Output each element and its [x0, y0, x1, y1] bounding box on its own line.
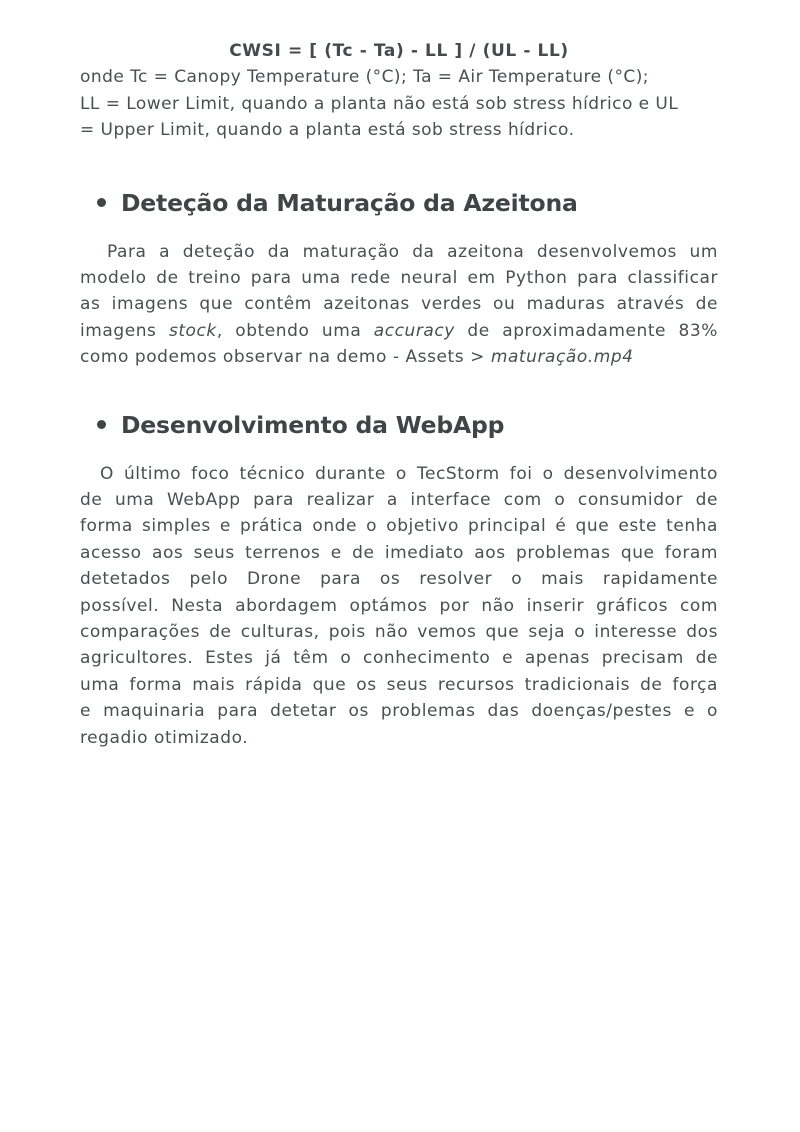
- section-title-text: Desenvolvimento da WebApp: [121, 410, 505, 439]
- paragraph-maturacao: [80, 239, 718, 371]
- formula-definitions: [80, 64, 718, 144]
- paragraph-line: [80, 239, 718, 265]
- text-run: como podemos observar na demo - Assets >: [80, 347, 491, 368]
- section-title-maturacao: [80, 189, 718, 217]
- paragraph-line: [80, 344, 718, 370]
- text-run: de aproximadamente 83%: [454, 320, 718, 341]
- paragraph-line: possível. Nesta abordagem optámos por não inserir gráficos com: [80, 595, 718, 616]
- section-title-webapp: [80, 411, 718, 439]
- cwsi-formula: CWSI = [ (Tc - Ta) - LL ] / (UL - LL): [229, 41, 569, 61]
- text-run: modelo de treino para uma rede neural em Python para classificar: [80, 267, 718, 288]
- paragraph-line: [80, 318, 718, 344]
- bullet-icon: [97, 198, 106, 207]
- paragraph-line: O último foco técnico durante o TecStorm foi o desenvolvimento: [100, 463, 718, 484]
- paragraph-webapp: [80, 461, 718, 751]
- paragraph-line: [80, 265, 718, 291]
- italic-filename: maturação.mp4: [490, 347, 634, 368]
- paragraph-line: uma forma mais rápida que os seus recursos tradicionais de força: [80, 674, 718, 695]
- paragraph-line: acesso aos seus terrenos e de imediato aos problemas que foram: [80, 542, 718, 563]
- paragraph-line: e maquinaria para detetar os problemas das doenças/pestes e o: [80, 701, 718, 722]
- definition-line: LL = Lower Limit, quando a planta não está sob stress hídrico e UL: [80, 93, 679, 114]
- definition-line: = Upper Limit, quando a planta está sob stress hídrico.: [80, 120, 575, 140]
- paragraph-line: forma simples e prática onde o objetivo principal é que este tenha: [80, 516, 718, 537]
- paragraph-line: [80, 291, 718, 317]
- paragraph-line: regadio otimizado.: [80, 727, 249, 748]
- text-run: imagens: [80, 320, 169, 341]
- document-page: [80, 38, 718, 751]
- section-title-text: Deteção da Maturação da Azeitona: [121, 188, 578, 217]
- text-run: Para a deteção da maturação da azeitona desenvolvemos um: [107, 241, 718, 262]
- italic-term-stock: stock: [168, 320, 217, 341]
- paragraph-line: de uma WebApp para realizar a interface com o consumidor de: [80, 489, 718, 510]
- bullet-icon: [97, 420, 106, 429]
- definition-line: onde Tc = Canopy Temperature (°C); Ta = Air Temperature (°C);: [80, 67, 649, 87]
- paragraph-line: detetados pelo Drone para os resolver o mais rapidamente: [80, 569, 718, 590]
- paragraph-line: comparações de culturas, pois não vemos que seja o interesse dos: [80, 621, 718, 642]
- italic-term-accuracy: accuracy: [373, 320, 455, 341]
- text-run: as imagens que contêm azeitonas verdes ou maduras através de: [80, 294, 718, 315]
- text-run: , obtendo uma: [216, 320, 374, 341]
- paragraph-line: agricultores. Estes já têm o conhecimento e apenas precisam de: [80, 648, 718, 669]
